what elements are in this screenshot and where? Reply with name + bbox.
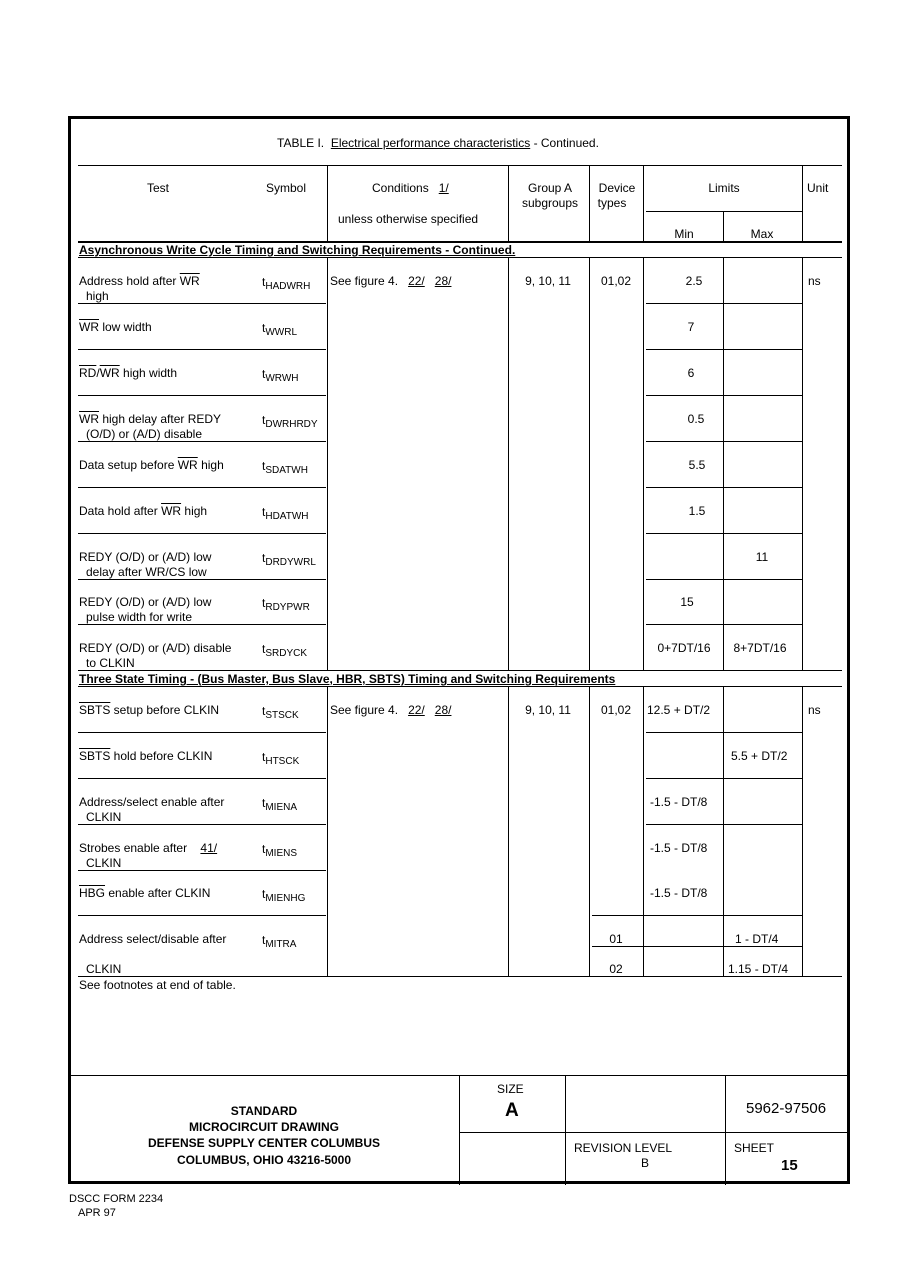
row-rule	[78, 441, 326, 442]
symbol: $t_{DWRHRDY}$	[262, 413, 318, 430]
min-value: 15	[680, 595, 694, 609]
section-async: Asynchronous Write Cycle Timing and Switching Requirements - Continued.	[79, 243, 516, 257]
max-value-01: 1 - DT/4	[735, 932, 779, 946]
min-value: 1.5	[688, 504, 706, 518]
symbol: $t_{MIENS}$	[262, 842, 298, 859]
form-id: DSCC FORM 2234	[69, 1193, 164, 1205]
min-value: -1.5 - DT/8	[650, 841, 708, 855]
min-value: 6	[687, 366, 695, 380]
row-rule	[78, 303, 326, 304]
device-01: 01	[609, 932, 623, 946]
doc-number: 5962-97506	[746, 1100, 827, 1117]
vline	[508, 165, 509, 242]
symbol: $t_{HADWRH}$	[262, 275, 311, 292]
table-title: TABLE I. Electrical performance characteristics - Continued.	[277, 136, 599, 150]
section-rule	[78, 257, 842, 258]
row-rule	[78, 349, 326, 350]
row-rule	[592, 915, 802, 916]
row-rule	[646, 487, 802, 488]
test-name: $\overline{WR}$ low width	[79, 320, 152, 334]
vline	[723, 687, 724, 977]
col-unit: Unit	[807, 181, 829, 195]
min-value: 5.5	[688, 458, 706, 472]
symbol: $t_{MITRA}$	[262, 933, 297, 950]
row-rule	[646, 395, 802, 396]
vline	[327, 258, 328, 670]
vline	[589, 258, 590, 670]
col-max: Max	[750, 227, 774, 241]
symbol: $t_{MIENA}$	[262, 796, 298, 813]
footer-top-rule	[70, 1075, 850, 1076]
footnote: See footnotes at end of table.	[79, 978, 236, 992]
symbol: $t_{STSCK}$	[262, 704, 299, 721]
form-date: APR 97	[78, 1207, 116, 1219]
min-value: -1.5 - DT/8	[650, 886, 708, 900]
row-rule	[646, 579, 802, 580]
row-rule	[646, 533, 802, 534]
max-value: 8+7DT/16	[733, 641, 787, 655]
vline	[508, 258, 509, 670]
test-name-l2: delay after WR/CS low	[86, 565, 207, 579]
row-rule	[646, 624, 802, 625]
footer-mid-rule	[459, 1132, 850, 1133]
test-name: REDY (O/D) or (A/D) low	[79, 550, 212, 564]
vline	[565, 1075, 566, 1185]
vline	[459, 1075, 460, 1185]
test-name: SBTS setup before CLKIN	[79, 703, 220, 717]
test-name-l2: (O/D) or (A/D) disable	[86, 427, 203, 441]
row-rule	[78, 915, 326, 916]
symbol: $t_{MIENHG}$	[262, 887, 306, 904]
col-conditions: Conditions 1/	[372, 181, 449, 195]
vline	[327, 687, 328, 977]
symbol: $t_{WRWH}$	[262, 367, 299, 384]
min-value: 0+7DT/16	[657, 641, 711, 655]
row-rule	[78, 487, 326, 488]
async-subgroups: 9, 10, 11	[525, 274, 571, 288]
col-symbol: Symbol	[266, 181, 307, 195]
row-rule	[78, 778, 326, 779]
symbol: $t_{DRDYWRL}$	[262, 551, 316, 568]
test-name: $\overline{HBG}$ enable after CLKIN	[79, 886, 211, 900]
symbol: $t_{WWRL}$	[262, 321, 298, 338]
vline	[643, 687, 644, 977]
test-name-l2: to CLKIN	[86, 656, 135, 670]
col-limits: Limits	[708, 181, 740, 195]
row-rule	[78, 533, 326, 534]
vline	[802, 165, 803, 242]
size-label: SIZE	[497, 1082, 524, 1096]
test-name: Strobes enable after 41/	[79, 841, 218, 855]
limits-rule	[646, 211, 802, 212]
async-devices: 01,02	[600, 274, 632, 288]
footer-microcircuit: MICROCIRCUIT DRAWING	[189, 1120, 339, 1134]
revision-value: B	[641, 1156, 650, 1170]
ts-devices: 01,02	[600, 703, 632, 717]
revision-label: REVISION LEVEL	[574, 1141, 673, 1155]
col-types: types	[597, 196, 627, 210]
test-name-l2: pulse width for write	[86, 610, 193, 624]
symbol: $t_{HDATWH}$	[262, 505, 309, 522]
col-conditions-l2: unless otherwise specified	[338, 212, 479, 226]
header-top-rule	[78, 165, 842, 166]
row-rule	[646, 303, 802, 304]
max-value: 11	[755, 550, 769, 564]
col-test: Test	[147, 181, 170, 195]
section-rule	[78, 686, 842, 687]
section-three-state: Three State Timing - (Bus Master, Bus Slave, HBR, SBTS) Timing and Switching Requirements	[79, 672, 616, 686]
vline	[327, 165, 328, 242]
test-name: REDY (O/D) or (A/D) low	[79, 595, 212, 609]
row-rule	[592, 946, 802, 947]
symbol: $t_{SRDYCK}$	[262, 642, 308, 659]
async-conditions: See figure 4. 22/ 28/	[330, 274, 452, 288]
test-name-l2: CLKIN	[86, 810, 122, 824]
ts-unit: ns	[808, 703, 821, 717]
col-min: Min	[674, 227, 694, 241]
symbol: $t_{RDYPWR}$	[262, 596, 310, 613]
test-name-l2: CLKIN	[86, 962, 122, 976]
symbol: $t_{HTSCK}$	[262, 750, 300, 767]
row-rule	[646, 824, 802, 825]
sheet-label: SHEET	[734, 1141, 775, 1155]
test-name: $\overline{WR}$ high delay after REDY	[79, 412, 222, 426]
col-group-a: Group A	[527, 181, 573, 195]
async-unit: ns	[808, 274, 821, 288]
test-name: Address select/disable after	[79, 932, 227, 946]
test-name-l2: high	[86, 289, 109, 303]
test-name: $\overline{RD}/\overline{WR}$ high width	[79, 366, 178, 380]
test-name: Address/select enable after	[79, 795, 225, 809]
vline	[643, 165, 644, 242]
test-name: Data hold after $\overline{WR}$ high	[79, 504, 208, 518]
footer-standard: STANDARD	[230, 1104, 298, 1118]
min-value: 12.5 + DT/2	[647, 703, 711, 717]
vline	[802, 687, 803, 977]
col-subgroups: subgroups	[521, 196, 579, 210]
row-rule	[78, 395, 326, 396]
vline	[508, 687, 509, 977]
device-02: 02	[609, 962, 623, 976]
row-rule	[646, 349, 802, 350]
min-value: 2.5	[685, 274, 703, 288]
min-value: -1.5 - DT/8	[650, 795, 708, 809]
max-value-02: 1.15 - DT/4	[728, 962, 789, 976]
min-value: 7	[687, 320, 695, 334]
test-name: Data setup before $\overline{WR}$ high	[79, 458, 224, 472]
col-device: Device	[598, 181, 636, 195]
row-rule	[78, 579, 326, 580]
row-rule	[78, 732, 326, 733]
vline	[723, 211, 724, 242]
table-bottom-rule	[78, 976, 842, 977]
section-rule	[78, 670, 842, 671]
min-value: 0.5	[687, 412, 705, 426]
row-rule	[78, 824, 326, 825]
vline	[589, 165, 590, 242]
row-rule	[646, 778, 802, 779]
test-name-l2: CLKIN	[86, 856, 122, 870]
footer-city: COLUMBUS, OHIO 43216-5000	[176, 1153, 352, 1167]
size-value: A	[505, 1100, 519, 1121]
row-rule	[78, 870, 326, 871]
sheet-value: 15	[781, 1157, 798, 1174]
test-name: Address hold after $\overline{WR}$	[79, 274, 200, 288]
test-name: SBTS hold before CLKIN	[79, 749, 213, 763]
row-rule	[646, 441, 802, 442]
test-name: REDY (O/D) or (A/D) disable	[79, 641, 232, 655]
row-rule	[78, 624, 326, 625]
footer-dscc: DEFENSE SUPPLY CENTER COLUMBUS	[147, 1136, 381, 1150]
symbol: $t_{SDATWH}$	[262, 459, 308, 476]
ts-conditions: See figure 4. 22/ 28/	[330, 703, 452, 717]
vline	[802, 258, 803, 670]
row-rule	[646, 732, 802, 733]
ts-subgroups: 9, 10, 11	[525, 703, 571, 717]
vline	[725, 1075, 726, 1185]
max-value: 5.5 + DT/2	[731, 749, 788, 763]
